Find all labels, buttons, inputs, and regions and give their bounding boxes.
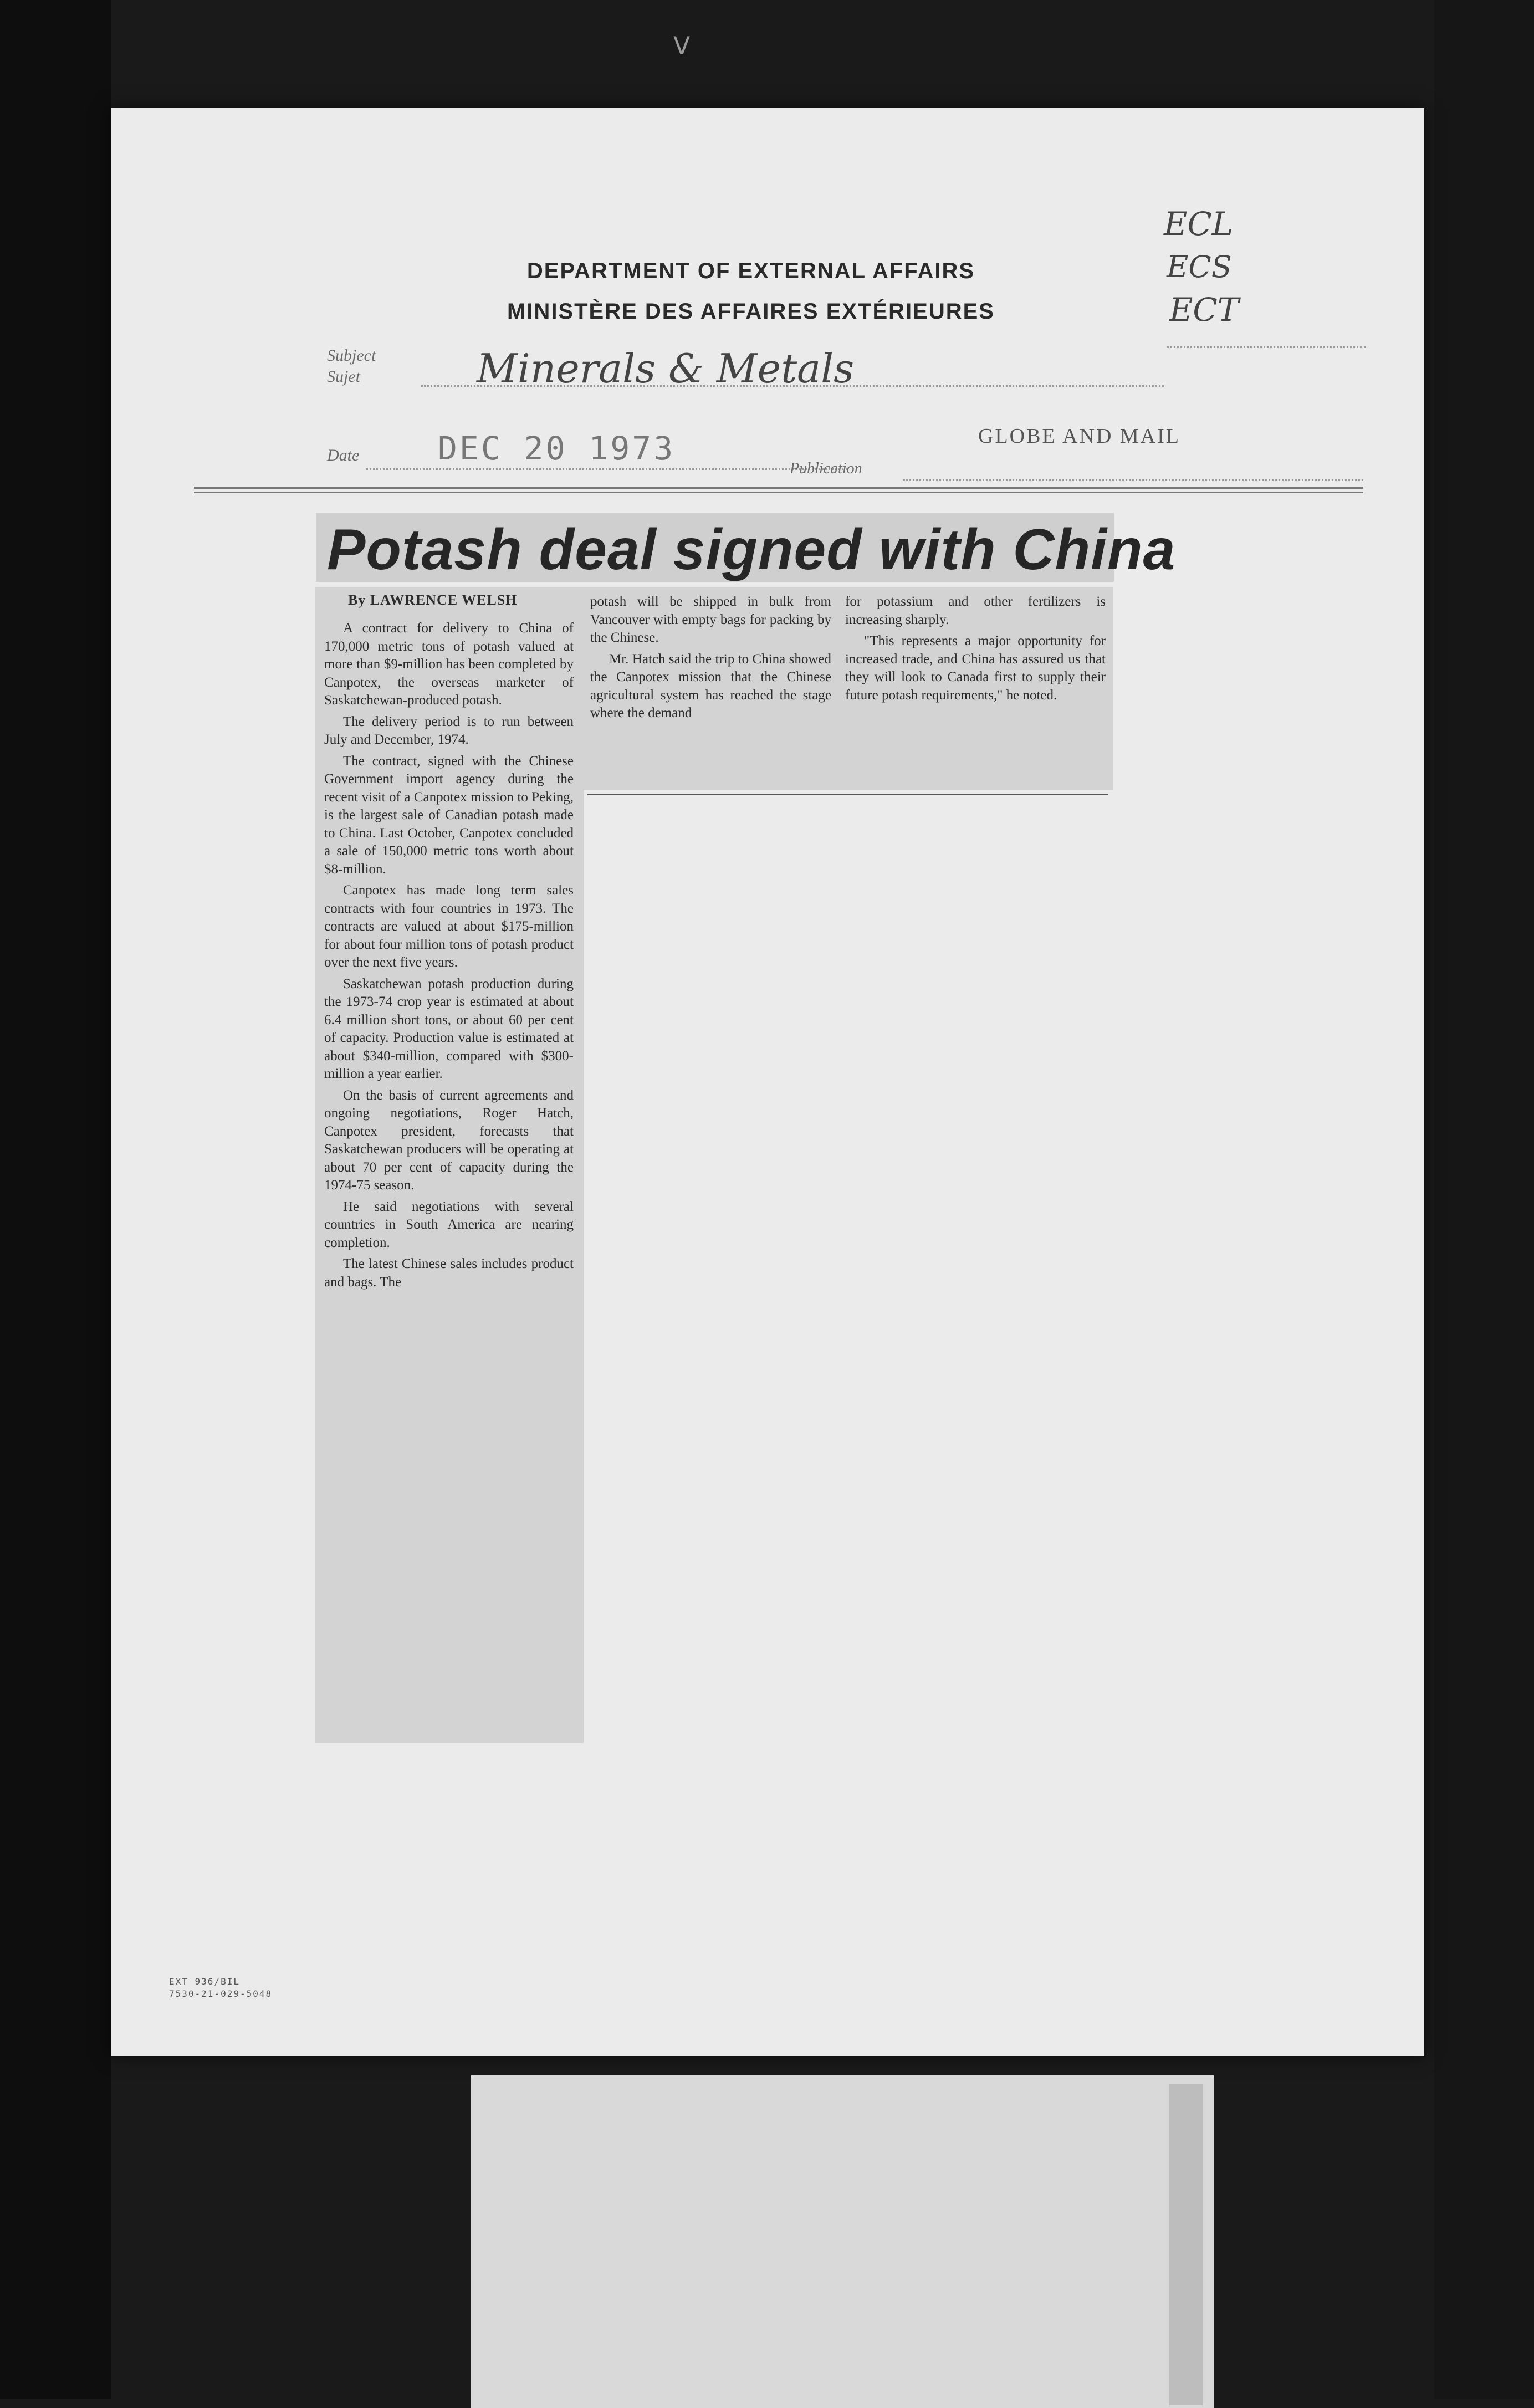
col3-paragraph-1: for potassium and other fertilizers is increasing sharply.	[845, 594, 1106, 627]
col1-paragraph-6: On the basis of current agreements and ongoing negotiations, Roger Hatch, Canpotex president, forecasts that Saskatchewan producers will be operating at about 70 per cent of capacity during the 1974-75 season.	[324, 1087, 574, 1193]
subject-handwritten-value: Minerals & Metals	[477, 345, 855, 392]
article-column-1	[324, 620, 574, 1295]
clipping-form-sheet	[111, 108, 1424, 2056]
col1-paragraph-5: Saskatchewan potash production during the 1973-74 crop year is estimated at about 6.4 million short tons, or about 60 per cent of capacity. Production value is estimated at about $340-million, compared with $300-million a year earlier.	[324, 976, 574, 1081]
date-dotted-line	[366, 468, 848, 470]
article-column-2	[590, 593, 831, 726]
col3-paragraph-2: "This represents a major opportunity for increased trade, and China has assured us that they will look to Canada first to supply their future potash requirements," he noted.	[845, 633, 1106, 703]
clipping-headline-strip	[316, 513, 1176, 582]
date-stamp: DEC 20 1973	[438, 430, 676, 467]
handwritten-routing-2: ECS	[1167, 249, 1232, 284]
form-number-line-2: 7530-21-029-5048	[169, 1988, 273, 1999]
col1-paragraph-3: The contract, signed with the Chinese Government import agency during the recent visit of a Canpotex mission to Peking, is the largest sale of Canadian potash made to China. Last October, Canpotex concluded a sale of 150,000 metric tons worth about $8-million.	[324, 753, 574, 877]
publication-label: Publication	[790, 460, 862, 477]
col1-paragraph-8: The latest Chinese sales includes product and bags. The	[324, 1256, 574, 1290]
col1-paragraph-4: Canpotex has made long term sales contracts with four countries in 1973. The contracts are valued at about $175-million for about four million tons of potash product over the next five years.	[324, 883, 574, 970]
underlying-card	[471, 2075, 1214, 2408]
handwritten-routing-3: ECT	[1169, 291, 1239, 329]
publication-value: GLOBE AND MAIL	[978, 425, 1180, 448]
headline: Potash deal signed with China	[327, 518, 1176, 582]
byline: By LAWRENCE WELSH	[348, 592, 518, 608]
film-border-left	[0, 0, 111, 2399]
header-rule-2	[194, 492, 1363, 493]
underlying-card-edge	[1169, 2084, 1203, 2405]
col1-paragraph-1: A contract for delivery to China of 170,000 metric tons of potash valued at more than $9-million has been completed by Canpotex, the overseas marketer of Saskatchewan-produced potash.	[324, 621, 574, 708]
sujet-label: Sujet	[327, 367, 360, 386]
subject-label: Subject	[327, 346, 376, 365]
date-label: Date	[327, 446, 360, 464]
form-number	[169, 1976, 272, 2000]
header-rule	[194, 487, 1363, 489]
article-column-3	[845, 593, 1106, 708]
col2-paragraph-1: potash will be shipped in bulk from Vancouver with empty bags for packing by the Chinese.	[590, 594, 831, 645]
col1-paragraph-7: He said negotiations with several countries in South America are nearing completion.	[324, 1199, 574, 1250]
film-border-right	[1434, 0, 1534, 2399]
subject-dotted-line	[421, 385, 1164, 387]
routing-dotted-line	[1167, 346, 1366, 348]
col1-paragraph-2: The delivery period is to run between July and December, 1974.	[324, 714, 574, 747]
film-mark: ᐯ	[673, 32, 691, 60]
clipping-underline	[587, 794, 1108, 795]
department-title-en: DEPARTMENT OF EXTERNAL AFFAIRS	[526, 259, 975, 283]
handwritten-routing-1: ECL	[1164, 205, 1234, 243]
department-title-fr: MINISTÈRE DES AFFAIRES EXTÉRIEURES	[507, 299, 995, 324]
publication-dotted-line	[903, 479, 1363, 481]
col2-paragraph-2: Mr. Hatch said the trip to China showed the Canpotex mission that the Chinese agricultural system has reached the stage where the demand	[590, 651, 831, 720]
form-number-line-1: EXT 936/BIL	[169, 1976, 240, 1987]
